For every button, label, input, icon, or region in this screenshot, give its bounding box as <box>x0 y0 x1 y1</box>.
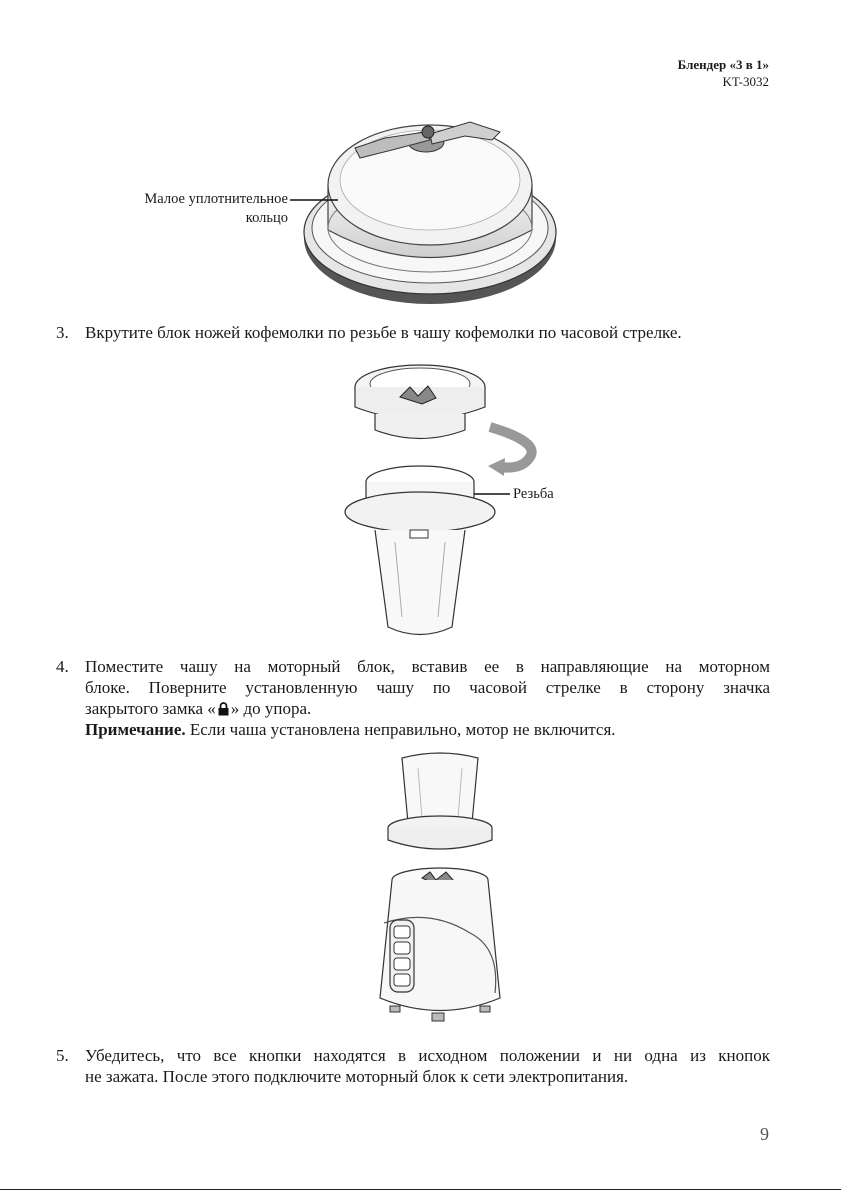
seal-ring-leader-line <box>290 195 340 205</box>
step-number: 3. <box>56 323 69 342</box>
step-number: 5. <box>56 1046 69 1065</box>
step-text-line-3 <box>85 698 770 719</box>
step-text-line-1: Убедитесь, что все кнопки находятся в исходном положении и ни одна из кнопок <box>85 1046 770 1065</box>
blade-unit-illustration <box>300 110 560 315</box>
motor-base-illustration <box>360 748 520 1038</box>
model-number: KT-3032 <box>722 74 769 89</box>
page-header <box>678 56 769 90</box>
product-name: Блендер «3 в 1» <box>677 57 769 72</box>
seal-ring-callout <box>128 190 288 228</box>
step-text: Вкрутите блок ножей кофемолки по резьбе в чашу кофемолки по часовой стрелке. <box>85 323 682 342</box>
callout-line-1: Малое уплотнительное <box>144 191 288 207</box>
line-3-before: закрытого замка « <box>85 699 216 718</box>
step-text-line-1: Поместите чашу на моторный блок, вставив ее в направляющие на моторном <box>85 657 770 676</box>
step-4 <box>56 656 770 740</box>
bottom-rule <box>0 1189 841 1190</box>
lock-icon <box>218 702 229 716</box>
note-label: Примечание. <box>85 720 186 739</box>
line-3-after: » до упора. <box>230 699 312 718</box>
step-number: 4. <box>56 657 69 676</box>
step-text-line-2: блоке. Поверните установленную чашу по часовой стрелке в сторону значка <box>85 678 770 697</box>
step-5 <box>56 1045 770 1087</box>
callout-line-2: кольцо <box>245 210 288 226</box>
page-number: 9 <box>760 1124 769 1144</box>
thread-callout: Резьба <box>513 486 554 502</box>
step-text-line-2: не зажата. После этого подключите моторный блок к сети электропитания. <box>85 1067 629 1086</box>
step-note <box>85 719 770 740</box>
step-3 <box>56 322 770 343</box>
note-text: Если чаша установлена неправильно, мотор не включится. <box>185 720 616 739</box>
